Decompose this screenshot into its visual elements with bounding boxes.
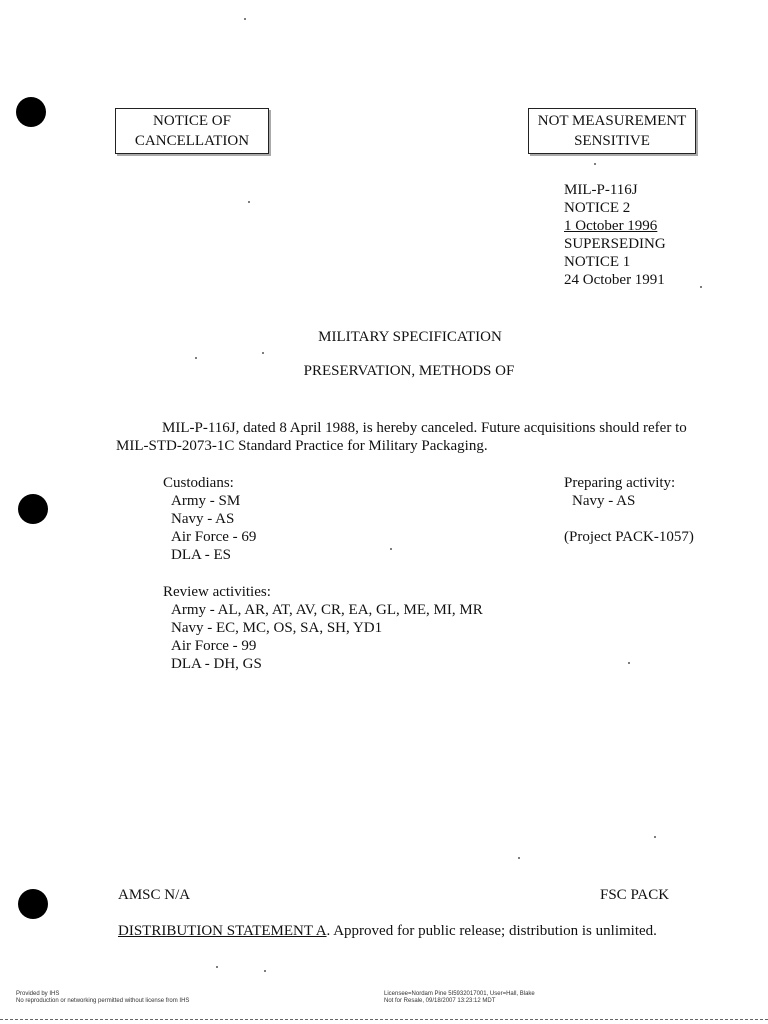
custodian-item: Army - SM <box>171 493 241 509</box>
distribution-text: . Approved for public release; distribution is unlimited. <box>326 923 657 939</box>
bottom-dashed-rule <box>0 1019 768 1020</box>
footer-right <box>384 991 535 1005</box>
custodians-heading: Custodians: <box>163 475 234 491</box>
scan-speck <box>700 286 702 288</box>
review-item: Army - AL, AR, AT, AV, CR, EA, GL, ME, MI, MR <box>171 602 483 618</box>
scan-speck <box>248 201 250 203</box>
doc-superseding: SUPERSEDING <box>564 236 666 252</box>
review-item: Navy - EC, MC, OS, SA, SH, YD1 <box>171 620 383 636</box>
scan-speck <box>628 662 630 664</box>
body-line2: MIL-STD-2073-1C Standard Practice for Military Packaging. <box>116 438 488 454</box>
punch-hole-middle <box>18 494 48 524</box>
review-item: Air Force - 99 <box>171 638 257 654</box>
body-paragraph <box>116 419 716 455</box>
custodian-item: DLA - ES <box>171 547 231 563</box>
doc-number: MIL-P-116J <box>564 182 638 198</box>
review-activities-block <box>163 583 483 673</box>
document-id-block <box>564 181 666 289</box>
scan-speck <box>654 836 656 838</box>
footer-licensee: Licensee=Nordam Pine 5I5932017001, User=Hall, Blake <box>384 991 535 997</box>
measurement-box-line1: NOT MEASUREMENT <box>537 113 687 129</box>
body-line1: MIL-P-116J, dated 8 April 1988, is hereby canceled. Future acquisitions should refer to <box>162 420 687 436</box>
preparing-project: (Project PACK-1057) <box>564 529 694 545</box>
fsc-label: FSC PACK <box>600 887 670 903</box>
doc-prev-notice: NOTICE 1 <box>564 254 631 270</box>
scan-speck <box>518 857 520 859</box>
footer-provider: Provided by IHS <box>16 991 60 997</box>
doc-notice: NOTICE 2 <box>564 200 631 216</box>
document-title: MILITARY SPECIFICATION <box>318 329 502 345</box>
preparing-spacer <box>564 510 694 528</box>
notice-box-line1: NOTICE OF <box>153 113 231 129</box>
scan-speck <box>390 548 392 550</box>
scan-speck <box>195 357 197 359</box>
footer-left <box>16 991 189 1005</box>
punch-hole-bottom <box>18 889 48 919</box>
document-subtitle: PRESERVATION, METHODS OF <box>303 363 515 379</box>
custodians-block <box>163 474 256 564</box>
footer-resale: Not for Resale, 09/18/2007 13:23:12 MDT <box>384 998 496 1004</box>
scan-speck <box>594 163 596 165</box>
amsc-label: AMSC N/A <box>118 887 191 903</box>
custodian-item: Air Force - 69 <box>171 529 257 545</box>
review-item: DLA - DH, GS <box>171 656 262 672</box>
scan-speck <box>216 966 218 968</box>
scan-speck <box>262 352 264 354</box>
measurement-box-line2: SENSITIVE <box>574 133 650 149</box>
preparing-value: Navy - AS <box>572 493 636 509</box>
preparing-heading: Preparing activity: <box>564 475 676 491</box>
scan-speck <box>264 970 266 972</box>
custodian-item: Navy - AS <box>171 511 235 527</box>
footer-reproduction: No reproduction or networking permitted without license from IHS <box>16 998 190 1004</box>
punch-hole-top <box>16 97 46 127</box>
doc-prev-date: 24 October 1991 <box>564 272 665 288</box>
scan-speck <box>244 18 246 20</box>
preparing-activity-block <box>564 474 694 546</box>
notice-of-cancellation-box <box>115 108 269 154</box>
doc-date: 1 October 1996 <box>564 218 658 234</box>
distribution-statement <box>118 922 657 940</box>
notice-box-line2: CANCELLATION <box>134 133 250 149</box>
review-heading: Review activities: <box>163 584 271 600</box>
not-measurement-sensitive-box <box>528 108 696 154</box>
distribution-label: DISTRIBUTION STATEMENT A <box>118 923 327 939</box>
